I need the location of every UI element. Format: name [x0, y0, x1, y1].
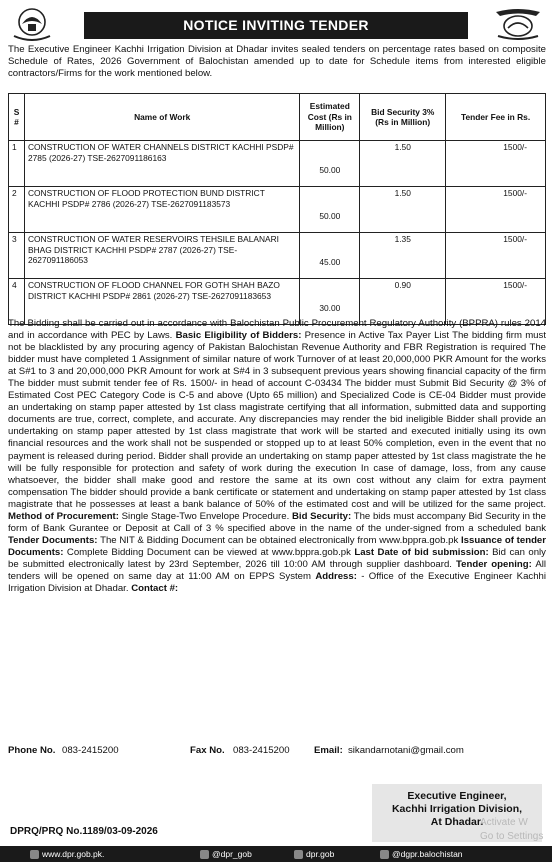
department-emblem-icon	[492, 6, 544, 42]
table-row	[9, 187, 546, 233]
fax-label: Fax No.	[190, 745, 225, 756]
notice-title: NOTICE INVITING TENDER	[84, 12, 468, 39]
cell-security: 0.90	[360, 279, 446, 325]
label-contact: Contact #:	[131, 583, 179, 595]
header-cost: Estimated Cost (Rs in Million)	[300, 94, 360, 141]
instagram-icon	[380, 850, 389, 859]
cell-sno: 2	[9, 187, 25, 233]
signature-designation: Executive Engineer,	[407, 790, 507, 802]
cell-cost: 50.00	[300, 141, 360, 187]
cell-security: 1.50	[360, 141, 446, 187]
activation-watermark: Activate W Go to Settings	[480, 817, 544, 842]
cell-fee: 1500/-	[446, 187, 546, 233]
government-emblem-icon	[6, 6, 58, 42]
cell-security: 1.35	[360, 233, 446, 279]
cell-sno: 4	[9, 279, 25, 325]
text-opening: All tenders will be opened on same day at 11:00 AM on EPPS System	[8, 558, 546, 582]
signature-division: Kachhi Irrigation Division,	[391, 803, 523, 815]
cell-sno: 3	[9, 233, 25, 279]
table-header-row	[9, 94, 546, 141]
cell-cost: 45.00	[300, 233, 360, 279]
globe-icon	[30, 850, 39, 859]
label-tender-documents: Tender Documents:	[8, 534, 98, 546]
cell-cost: 50.00	[300, 187, 360, 233]
text-bid-security: The bids must accompany Bid Security in the form of Bank Gurantee or Deposit at Call of 3 % specified above in the name of the under-signed from a scheduled bank	[8, 510, 546, 534]
footer-website: www.dpr.gob.pk.	[42, 849, 105, 859]
cell-work: CONSTRUCTION OF WATER CHANNELS DISTRICT KACHHI PSDP# 2785 (2026-27) TSE-2627091186163	[24, 141, 299, 187]
phone-number: 083-2415200	[62, 745, 119, 756]
label-bid-security: Bid Security:	[291, 510, 352, 522]
cell-cost: 30.00	[300, 279, 360, 325]
cell-work: CONSTRUCTION OF FLOOD CHANNEL FOR GOTH SHAH BAZO DISTRICT KACHHI PSDP# 2861 (2026-27) TSE-2627091183653	[24, 279, 299, 325]
cell-fee: 1500/-	[446, 279, 546, 325]
text-address: - Office of the Executive Engineer Kachhi Irrigation Division at Dhadar.	[8, 570, 547, 595]
table-row	[9, 233, 546, 279]
signature-location: At Dhadar.	[430, 816, 484, 828]
cell-sno: 1	[9, 141, 25, 187]
phone-label: Phone No.	[8, 745, 56, 756]
footer-handle-facebook: dpr.gob	[306, 849, 335, 859]
cell-work: CONSTRUCTION OF WATER RESERVOIRS TEHSILE BALANARI BHAG DISTRICT KACHHI PSDP# 2787 (2026-27) TSE-2627091186053	[24, 233, 299, 279]
label-opening: Tender opening:	[456, 558, 532, 570]
text-eligibility: Presence in Active Tax Payer List The bidding firm must not be blacklisted by any procuring agency of Pakistan Balochistan Revenue Authority and FBR Registration is required The bidder must have completed 1 Assignment of similar nature of work Turnover of at least 20,000,000 PKR Amount for the works at S#1 to 3 and 20,000,000 PKR Amount for work at S#4 in 3 subsequent previous years showing financial capacity of the firm The bidder must submit tender fee of Rs. 1500/- in head of account C-03434 The bidder must Submit Bid Security @ 3% of Estimated Cost PEC Category Code is C-5 and above (Upto 65 million) and Specialized Code is CE-04 Bidder must provide an undertaking on stamp paper attested by 1st class magistrate certifying that all information, submitted data and supporting documents are true, correct, complete, and accurate. Any discrepancies may render the bid ineligible Bidder shall provide an undertaking on stamp paper attested by 1st class magistrate that work will be started and executed initially using its own financial resources and the work shall not be suspended or stopped up to at least 50% completion, even in the event that no payment is released during period. Bidder shall provide an undertaking on stamp paper attested by 1st class magistrate the he will be fully responsible for protection and safety of work during the execution In case of damage, loss, from any cause whatsoever, the bidder shall make good and restore the same at its own cost without any claim for extra payment compensation The bidder should provide a bank certificate or statement and undertaking on stamp paper attested by 1st class magistrate that he possesses at least a bank balance of 50% of the estimated cost and will be utilized for the same project.	[8, 330, 546, 510]
facebook-icon	[294, 850, 303, 859]
label-issuance: Issuance of tender Documents:	[8, 534, 546, 558]
intro-paragraph: The Executive Engineer Kachhi Irrigation Division at Dhadar invites sealed tenders on percentage rates based on composite Schedule of Rates, 2026 Government of Balochistan amended up to date for Schedule items from interested eligible contractors/Firms for the work mentioned below.	[8, 44, 546, 79]
label-procurement: Method of Procurement:	[8, 510, 119, 522]
text-procurement: Single Stage-Two Envelope Procedure.	[118, 510, 292, 522]
tender-table	[8, 93, 546, 325]
header-security: Bid Security 3% (Rs in Million)	[360, 94, 446, 141]
cell-security: 1.50	[360, 187, 446, 233]
fax-number: 083-2415200	[233, 745, 290, 756]
email-address: sikandarnotani@gmail.com	[348, 745, 464, 756]
cell-work: CONSTRUCTION OF FLOOD PROTECTION BUND DISTRICT KACHHI PSDP# 2786 (2026-27) TSE-2627091183573	[24, 187, 299, 233]
label-last-date: Last Date of bid submission:	[354, 546, 489, 558]
reference-number: DPRQ/PRQ No.1189/03-09-2026	[10, 826, 158, 837]
cell-fee: 1500/-	[446, 141, 546, 187]
table-row	[9, 141, 546, 187]
label-address: Address:	[315, 570, 357, 582]
twitter-icon	[200, 850, 209, 859]
email-label: Email:	[314, 745, 343, 756]
cell-fee: 1500/-	[446, 233, 546, 279]
header-fee: Tender Fee in Rs.	[446, 94, 546, 141]
footer-bar	[0, 846, 552, 862]
terms-paragraph	[8, 318, 546, 595]
header-sno: S #	[9, 94, 25, 141]
text-tender-documents: The NIT & Bidding Document can be obtained electronically from www.bppra.gob.pk	[97, 534, 462, 546]
text-last-date: Bid can only be submitted electronically latest by 23rd September, 2026 till 10:00 AM through supplier dashboard.	[8, 546, 546, 570]
header-work: Name of Work	[24, 94, 299, 141]
label-eligibility: Basic Eligibility of Bidders:	[175, 330, 302, 342]
footer-handle-twitter: @dpr_gob	[212, 849, 252, 859]
footer-handle-instagram: @dgpr.balochistan	[392, 849, 463, 859]
text-issuance: Complete Bidding Document can be viewed at www.bppra.gob.pk	[63, 546, 355, 558]
text-bidding-rules: The Bidding shall be carried out in accordance with Balochistan Public Procurement Regulatory Authority (BPPRA) rules 2014 and in accordance with PEC by Laws.	[8, 318, 546, 342]
